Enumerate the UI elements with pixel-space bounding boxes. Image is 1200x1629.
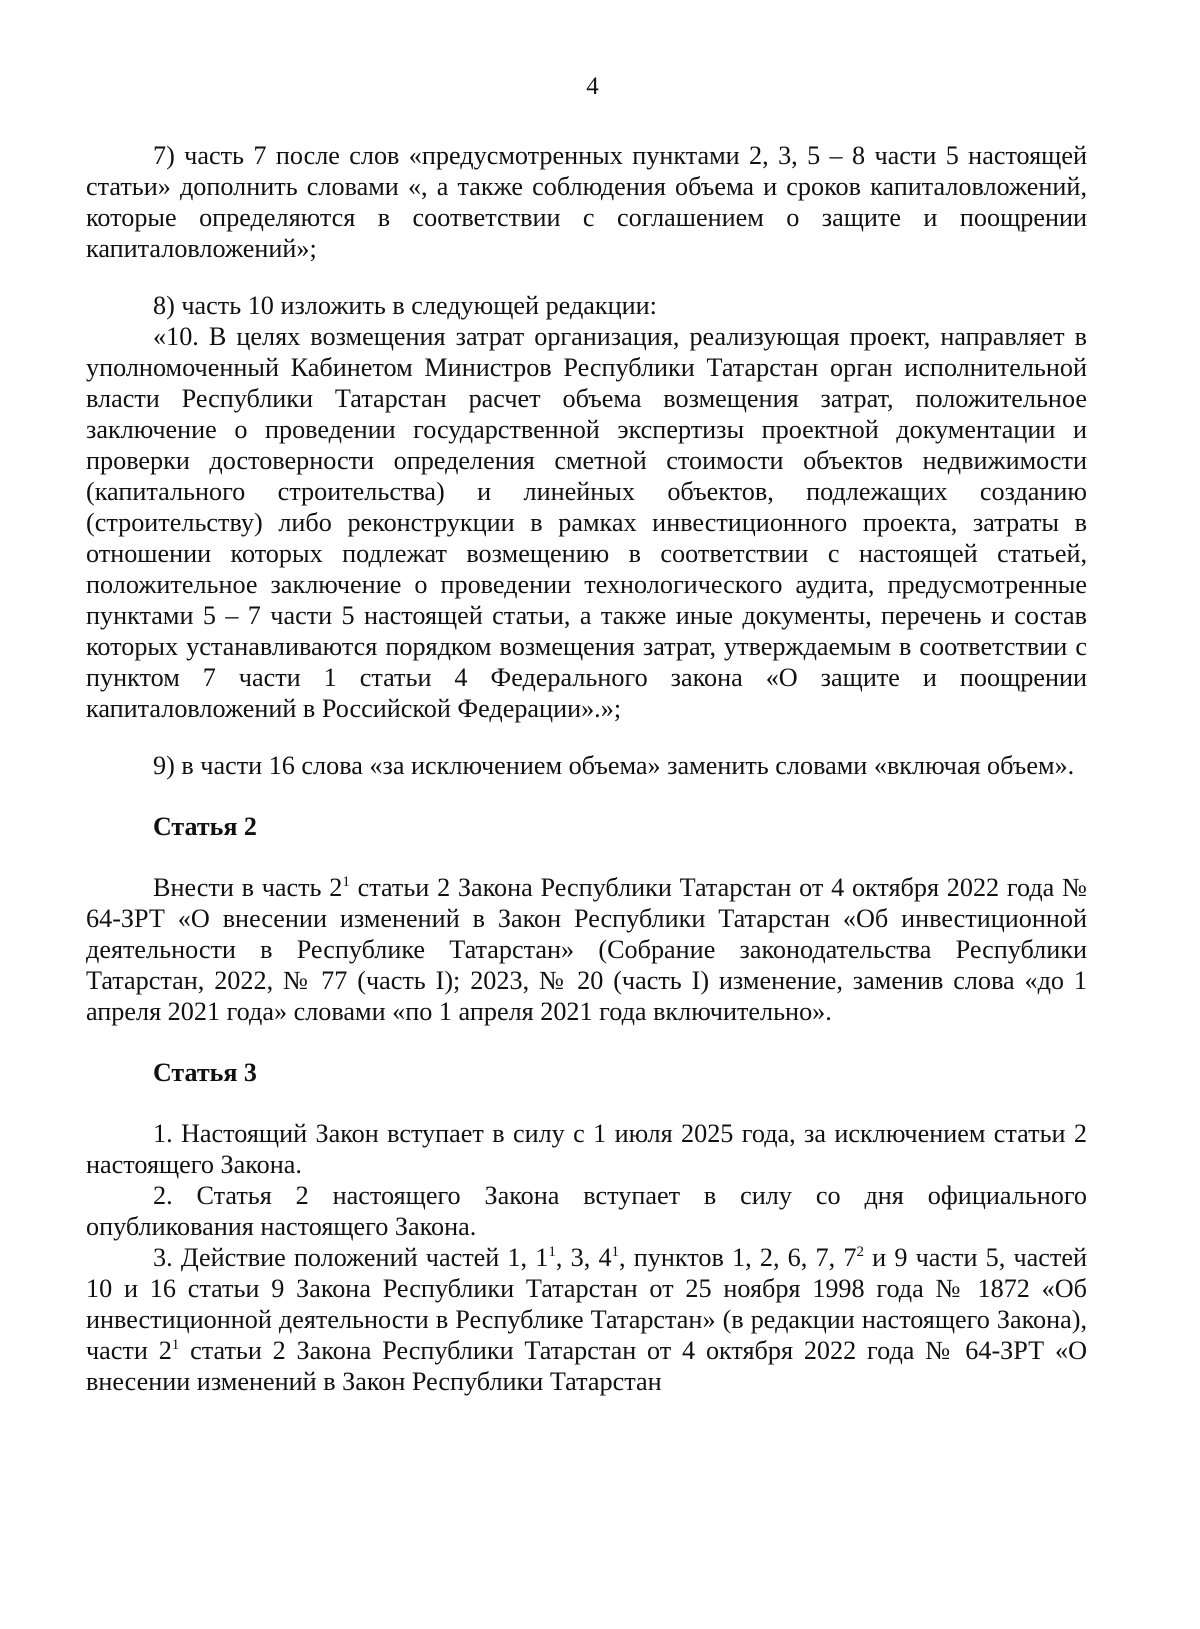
article-3-item-3: 3. Действие положений частей 1, $1^1$, 3, $4^1$, пунктов 1, 2, 6, 7, $7^2$ и 9 части 5, частей 10 и 16 статьи 9 Закона Республики Татарстан от 25 ноября 1998 года № 1872 «Об инвестиционной деятельности в Республике Татарстан» (в редакции настоящего Закона), части $2^1$ статьи 2 Закона Республики Татарстан от 4 октября 2022 года № 64-ЗРТ «О внесении изменений в Закон Республики Татарстан <box>86 1243 1087 1396</box>
page-number: 4 <box>586 73 599 100</box>
paragraph-item-8: 8) часть 10 изложить в следующей редакции: <box>153 291 657 320</box>
paragraph-part-10-text: «10. В целях возмещения затрат организация, реализующая проект, направляет в уполномоченный Кабинетом Министров Республики Татарстан орган исполнительной власти Республики Татарстан расчет объема возмещения затрат, положительное заключение о проведении государственной экспертизы проектной документации и проверки достоверности определения сметной стоимости объектов недвижимости (капитального строительства) и линейных объектов, подлежащих созданию (строительству) либо реконструкции в рамках инвестиционного проекта, затраты в отношении которых подлежат возмещению в соответствии с настоящей статьей, положительное заключение о проведении технологического аудита, предусмотренные пунктами 5 – 7 части 5 настоящей статьи, а также иные документы, перечень и состав которых устанавливаются порядком возмещения затрат, утверждаемым в соответствии с пунктом 7 части 1 статьи 4 Федерального закона «О защите и поощрении капиталовложений в Российской Федерации».»; <box>86 322 1087 723</box>
paragraph-item-9: 9) в части 16 слова «за исключением объема» заменить словами «включая объем». <box>153 751 1075 780</box>
article-3-heading: Статья 3 <box>153 1058 257 1087</box>
paragraph-item-7: 7) часть 7 после слов «предусмотренных пунктами 2, 3, 5 – 8 части 5 настоящей статьи» дополнить словами «, а также соблюдения объема и сроков капиталовложений, которые определяются в соответствии с соглашением о защите и поощрении капиталовложений»; <box>86 141 1087 263</box>
document-body <box>86 140 1087 1397</box>
article-2-heading: Статья 2 <box>153 812 257 841</box>
article-3-item-2: 2. Статья 2 настоящего Закона вступает в силу со дня официального опубликования настоящего Закона. <box>86 1181 1087 1241</box>
article-2-text: Внести в часть $2^1$ статьи 2 Закона Республики Татарстан от 4 октября 2022 года № 64-ЗРТ «О внесении изменений в Закон Республики Татарстан «Об инвестиционной деятельности в Республике Татарстан» (Собрание законодательства Республики Татарстан, 2022, № 77 (часть I); 2023, № 20 (часть I) изменение, заменив слова «до 1 апреля 2021 года» словами «по 1 апреля 2021 года включительно». <box>86 873 1087 1026</box>
article-3-item-1: 1. Настоящий Закон вступает в силу с 1 июля 2025 года, за исключением статьи 2 настоящего Закона. <box>86 1119 1087 1179</box>
